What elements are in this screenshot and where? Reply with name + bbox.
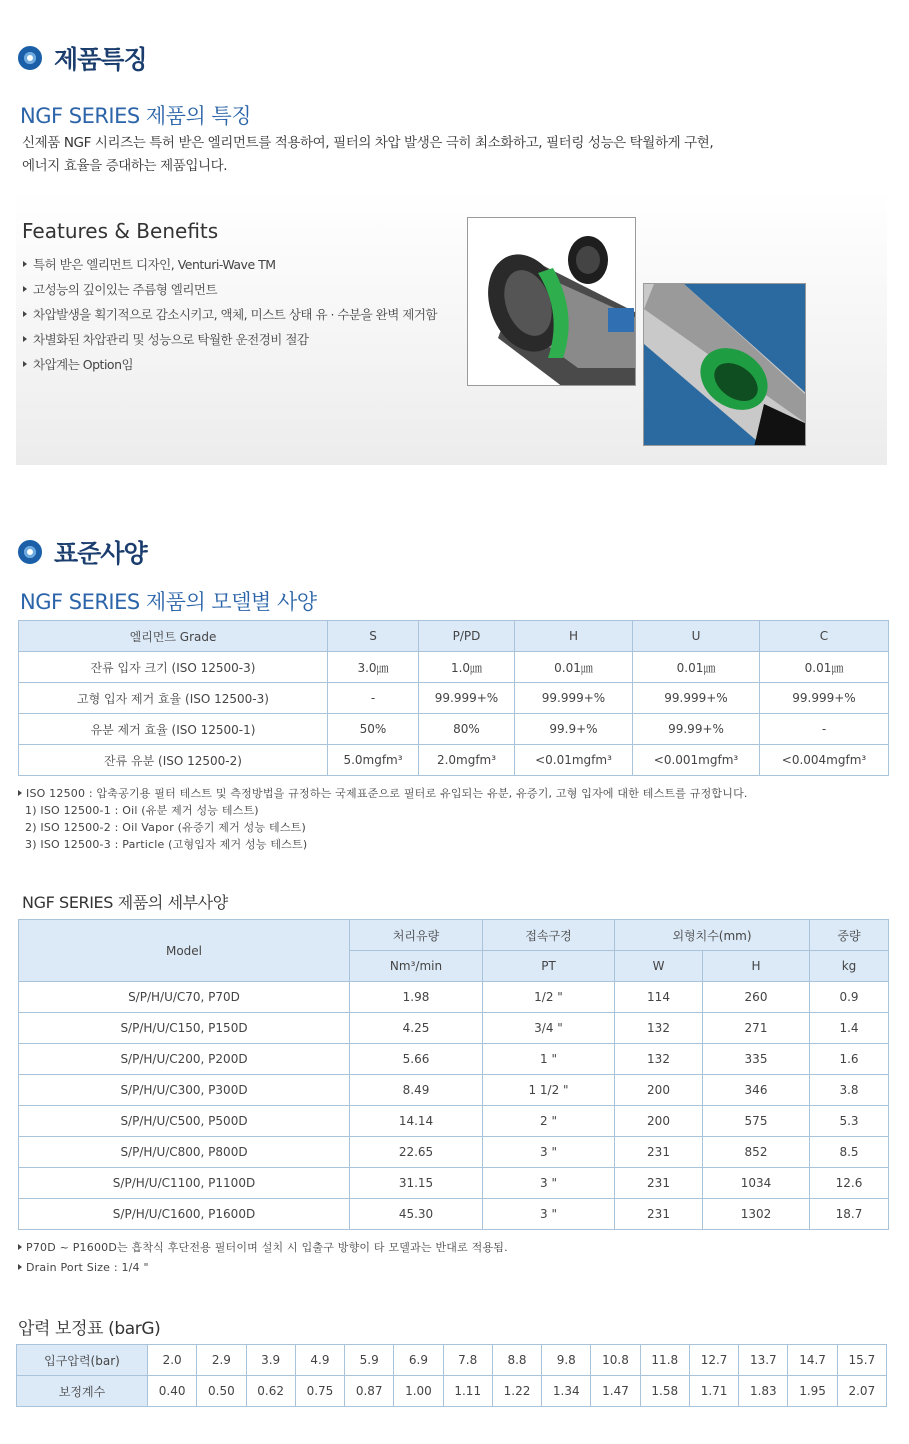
- table-row: [19, 1013, 889, 1044]
- table-cell: 3.9: [246, 1345, 295, 1376]
- feature-item: 고성능의 깊이있는 주름형 엘리먼트: [22, 280, 437, 305]
- header-cell: 처리유량: [350, 920, 483, 951]
- table-cell: S/P/H/U/C200, P200D: [19, 1044, 350, 1075]
- table-cell: S/P/H/U/C70, P70D: [19, 982, 350, 1013]
- table-cell: 1 1/2 ": [483, 1075, 615, 1106]
- table-cell: 5.66: [350, 1044, 483, 1075]
- note-line: 3) ISO 12500-3 : Particle (고형입자 제거 성능 테스트): [25, 838, 308, 851]
- detail-spec-table: [18, 919, 889, 1230]
- feature-item: 차압계는 Option임: [22, 355, 437, 380]
- note-text: ISO 12500 : 압축공기용 필터 테스트 및 측정방법을 규정하는 국제표준으로 필터로 유입되는 유분, 유증기, 고형 입자에 대한 테스트를 규정합니다.: [26, 787, 748, 800]
- table-cell: 575: [703, 1106, 810, 1137]
- table-row: [19, 714, 889, 745]
- table-cell: 2 ": [483, 1106, 615, 1137]
- table-cell: 271: [703, 1013, 810, 1044]
- table-cell: 99.99+%: [633, 714, 760, 745]
- table-cell: 4.25: [350, 1013, 483, 1044]
- table-cell: 5.9: [345, 1345, 394, 1376]
- table-cell: 200: [615, 1106, 703, 1137]
- bullet-triangle-icon: [18, 1244, 22, 1250]
- table-cell: 99.999+%: [515, 683, 633, 714]
- table-row: [19, 1044, 889, 1075]
- specs-subtitle: NGF SERIES 제품의 모델별 사양: [20, 590, 317, 614]
- table-cell: 260: [703, 982, 810, 1013]
- table-cell: 2.0: [148, 1345, 197, 1376]
- table-cell: 7.8: [443, 1345, 492, 1376]
- intro-line: 신제품 NGF 시리즈는 특허 받은 엘리먼트를 적용하여, 필터의 차압 발생은 극히 최소화하고, 필터링 성능은 탁월하게 구현,: [22, 135, 714, 151]
- feature-item: 차압발생을 획기적으로 감소시키고, 액체, 미스트 상태 유 · 수분을 완벽 제거함: [22, 305, 437, 330]
- section-heading-features: [18, 40, 147, 76]
- table-cell: 4.9: [295, 1345, 344, 1376]
- note-line: [18, 1258, 508, 1278]
- table-cell: 1 ": [483, 1044, 615, 1075]
- table-cell: 9.8: [542, 1345, 591, 1376]
- table-row: [17, 1376, 887, 1407]
- note-line: 1) ISO 12500-1 : Oil (유분 제거 성능 테스트): [25, 804, 259, 817]
- feature-item: 차별화된 차압관리 및 성능으로 탁월한 운전경비 절감: [22, 330, 437, 355]
- table-cell: 잔류 유분 (ISO 12500-2): [19, 745, 328, 776]
- table-cell: 114: [615, 982, 703, 1013]
- table-cell: 231: [615, 1137, 703, 1168]
- table-cell: 1.4: [810, 1013, 889, 1044]
- table-cell: <0.004mgfm³: [760, 745, 889, 776]
- table-row: [17, 1345, 887, 1376]
- table-row: [19, 1168, 889, 1199]
- section-heading-specs: [18, 534, 147, 570]
- table-cell: 22.65: [350, 1137, 483, 1168]
- table-cell: 1.6: [810, 1044, 889, 1075]
- table-row: [19, 982, 889, 1013]
- table-cell: 0.75: [295, 1376, 344, 1407]
- table-cell: 3 ": [483, 1137, 615, 1168]
- table-cell: 99.999+%: [633, 683, 760, 714]
- table-cell: 1.22: [492, 1376, 541, 1407]
- table-cell: 2.07: [837, 1376, 886, 1407]
- table-cell: 유분 제거 효율 (ISO 12500-1): [19, 714, 328, 745]
- header-cell: 엘리먼트 Grade: [19, 621, 328, 652]
- header-cell: U: [633, 621, 760, 652]
- table-cell: 5.3: [810, 1106, 889, 1137]
- table-cell: 3 ": [483, 1199, 615, 1230]
- header-cell: W: [615, 951, 703, 982]
- pressure-correction-table: [16, 1344, 887, 1407]
- bullet-triangle-icon: [18, 790, 22, 796]
- features-subtitle: NGF SERIES 제품의 특징: [20, 104, 251, 128]
- table-cell: 1/2 ": [483, 982, 615, 1013]
- table-cell: 0.01㎛: [515, 652, 633, 683]
- section-title: 제품특징: [54, 45, 147, 74]
- table-cell: 1.34: [542, 1376, 591, 1407]
- note-text: Drain Port Size : 1/4 ": [26, 1261, 149, 1274]
- row-label: 보정계수: [17, 1376, 148, 1407]
- table-cell: 0.62: [246, 1376, 295, 1407]
- table-cell: 13.7: [739, 1345, 788, 1376]
- table-cell: 14.14: [350, 1106, 483, 1137]
- feature-item: 특허 받은 엘리먼트 디자인, Venturi-Wave TM: [22, 255, 437, 280]
- table-cell: 1034: [703, 1168, 810, 1199]
- table-cell: 1.95: [788, 1376, 837, 1407]
- table-cell: <0.001mgfm³: [633, 745, 760, 776]
- iso-notes: [18, 785, 748, 853]
- table-cell: 12.6: [810, 1168, 889, 1199]
- pressure-table-title: 압력 보정표 (barG): [18, 1319, 161, 1339]
- table-cell: 231: [615, 1199, 703, 1230]
- table-cell: 80%: [419, 714, 515, 745]
- table-cell: 852: [703, 1137, 810, 1168]
- table-cell: 1.0㎛: [419, 652, 515, 683]
- table-cell: 14.7: [788, 1345, 837, 1376]
- header-cell: Model: [19, 920, 350, 982]
- grade-spec-table: [18, 620, 889, 776]
- table-row: [19, 1106, 889, 1137]
- table-cell: 31.15: [350, 1168, 483, 1199]
- table-cell: S/P/H/U/C1100, P1100D: [19, 1168, 350, 1199]
- table-header-row: [19, 621, 889, 652]
- header-cell: kg: [810, 951, 889, 982]
- header-cell: Nm³/min: [350, 951, 483, 982]
- table-cell: 1.71: [689, 1376, 738, 1407]
- table-header-row: [19, 920, 889, 951]
- table-row: [19, 745, 889, 776]
- note-line: [18, 785, 748, 802]
- table-cell: -: [760, 714, 889, 745]
- table-cell: 99.999+%: [760, 683, 889, 714]
- header-cell: P/PD: [419, 621, 515, 652]
- table-cell: 3/4 ": [483, 1013, 615, 1044]
- header-cell: H: [703, 951, 810, 982]
- bullet-ring-icon: [18, 540, 42, 564]
- table-cell: 0.9: [810, 982, 889, 1013]
- table-row: [19, 1075, 889, 1106]
- table-cell: 15.7: [837, 1345, 886, 1376]
- note-line: 2) ISO 12500-2 : Oil Vapor (유증기 제거 성능 테스트): [25, 821, 306, 834]
- header-cell: H: [515, 621, 633, 652]
- table-cell: 고형 입자 제거 효율 (ISO 12500-3): [19, 683, 328, 714]
- table-cell: 8.49: [350, 1075, 483, 1106]
- table-cell: -: [328, 683, 419, 714]
- element-detail-image: [643, 283, 806, 446]
- header-cell: PT: [483, 951, 615, 982]
- table-cell: S/P/H/U/C1600, P1600D: [19, 1199, 350, 1230]
- table-cell: 5.0mgfm³: [328, 745, 419, 776]
- header-cell: 외형치수(mm): [615, 920, 810, 951]
- table-cell: 132: [615, 1044, 703, 1075]
- table-cell: 99.9+%: [515, 714, 633, 745]
- intro-line: 에너지 효율을 증대하는 제품입니다.: [22, 158, 228, 174]
- table-cell: 10.8: [591, 1345, 640, 1376]
- table-cell: 8.5: [810, 1137, 889, 1168]
- table-row: [19, 1137, 889, 1168]
- table-cell: 1.98: [350, 982, 483, 1013]
- table-cell: 132: [615, 1013, 703, 1044]
- header-cell: 중량: [810, 920, 889, 951]
- table-cell: 335: [703, 1044, 810, 1075]
- table-cell: 0.50: [197, 1376, 246, 1407]
- table-cell: 3.8: [810, 1075, 889, 1106]
- table-cell: <0.01mgfm³: [515, 745, 633, 776]
- detail-spec-title: NGF SERIES 제품의 세부사양: [22, 893, 228, 912]
- table-cell: 3 ": [483, 1168, 615, 1199]
- table-cell: 0.01㎛: [760, 652, 889, 683]
- table-cell: 99.999+%: [419, 683, 515, 714]
- table-cell: 45.30: [350, 1199, 483, 1230]
- bullet-ring-icon: [18, 46, 42, 70]
- detail-notes: [18, 1238, 508, 1278]
- table-cell: S/P/H/U/C500, P500D: [19, 1106, 350, 1137]
- table-cell: 잔류 입자 크기 (ISO 12500-3): [19, 652, 328, 683]
- note-text: P70D ~ P1600D는 흡착식 후단전용 필터이며 설치 시 입출구 방향이 타 모델과는 반대로 적용됨.: [26, 1241, 508, 1254]
- table-cell: 12.7: [689, 1345, 738, 1376]
- table-cell: 6.9: [394, 1345, 443, 1376]
- table-cell: 2.9: [197, 1345, 246, 1376]
- table-row: [19, 652, 889, 683]
- table-cell: 231: [615, 1168, 703, 1199]
- header-cell: S: [328, 621, 419, 652]
- header-cell: C: [760, 621, 889, 652]
- section-title: 표준사양: [54, 539, 147, 568]
- table-cell: 11.8: [640, 1345, 689, 1376]
- table-cell: 18.7: [810, 1199, 889, 1230]
- features-list: [22, 255, 437, 380]
- table-cell: 2.0mgfm³: [419, 745, 515, 776]
- element-cutaway-image: [467, 217, 636, 386]
- table-cell: 1.00: [394, 1376, 443, 1407]
- table-row: [19, 683, 889, 714]
- table-cell: 346: [703, 1075, 810, 1106]
- intro-text: [22, 132, 713, 178]
- row-label: 입구압력(bar): [17, 1345, 148, 1376]
- table-cell: S/P/H/U/C150, P150D: [19, 1013, 350, 1044]
- table-cell: 1.47: [591, 1376, 640, 1407]
- table-cell: 1.83: [739, 1376, 788, 1407]
- note-line: [18, 1238, 508, 1258]
- table-row: [19, 1199, 889, 1230]
- table-cell: S/P/H/U/C800, P800D: [19, 1137, 350, 1168]
- table-cell: 1.58: [640, 1376, 689, 1407]
- header-cell: 접속구경: [483, 920, 615, 951]
- table-cell: 50%: [328, 714, 419, 745]
- table-cell: S/P/H/U/C300, P300D: [19, 1075, 350, 1106]
- table-cell: 0.87: [345, 1376, 394, 1407]
- table-cell: 3.0㎛: [328, 652, 419, 683]
- table-cell: 1302: [703, 1199, 810, 1230]
- table-cell: 1.11: [443, 1376, 492, 1407]
- table-cell: 0.40: [148, 1376, 197, 1407]
- table-cell: 200: [615, 1075, 703, 1106]
- bullet-triangle-icon: [18, 1264, 22, 1270]
- table-cell: 8.8: [492, 1345, 541, 1376]
- features-title: Features & Benefits: [22, 219, 219, 243]
- table-cell: 0.01㎛: [633, 652, 760, 683]
